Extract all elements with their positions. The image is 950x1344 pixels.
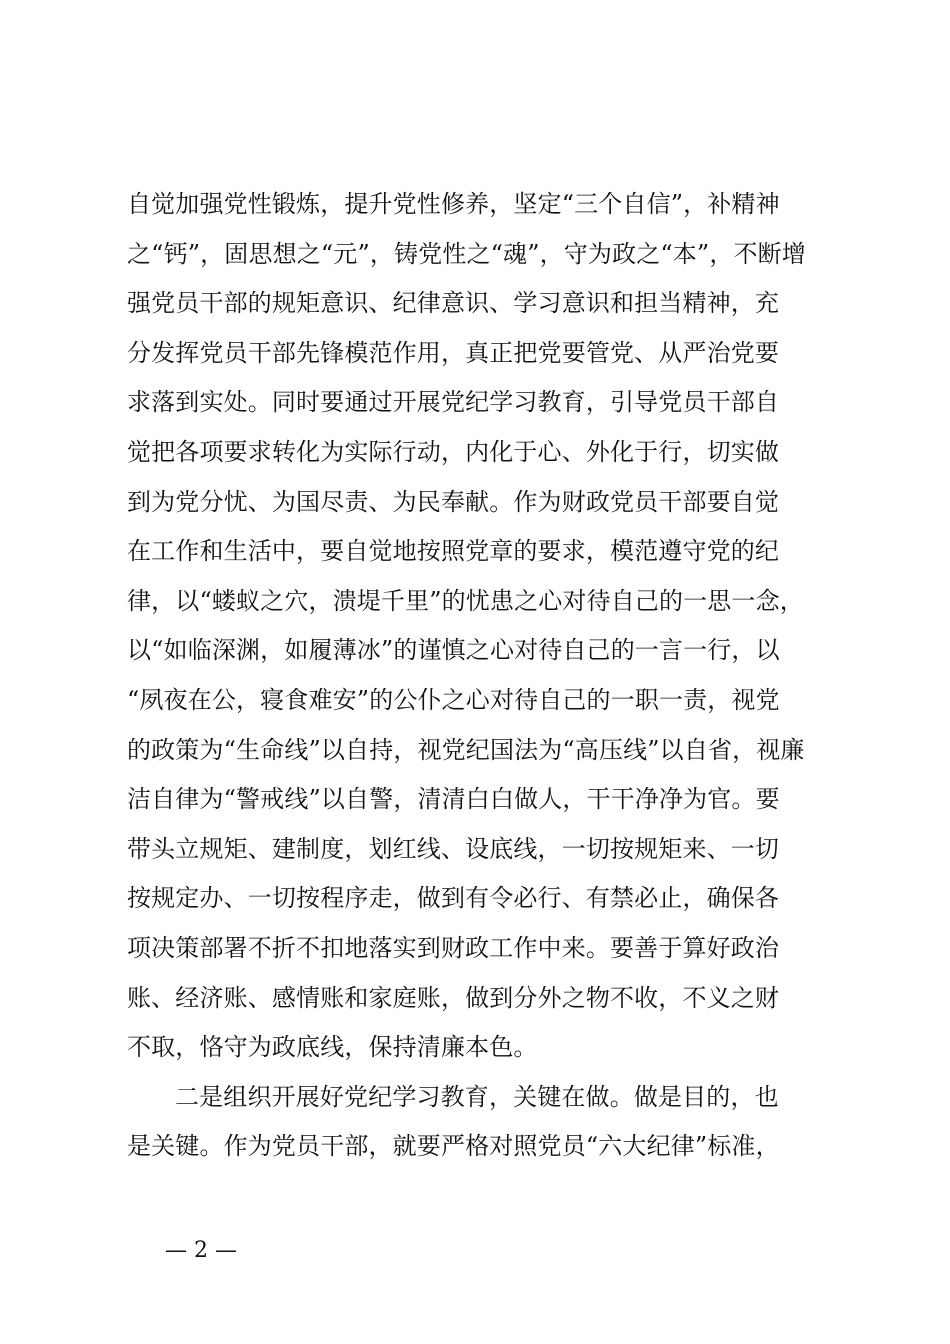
text-line: 到为党分忧、为国尽责、为民奉献。作为财政党员干部要自觉 [127, 487, 780, 516]
page-number: — 2 — [165, 1238, 237, 1263]
text-line: 是关键。作为党员干部，就要严格对照党员“六大纪律”标准， [127, 1132, 780, 1161]
text-line: 按规定办、一切按程序走，做到有令必行、有禁必止，确保各 [127, 884, 780, 913]
text-line: 觉把各项要求转化为实际行动，内化于心、外化于行，切实做 [127, 437, 780, 466]
text-line: 项决策部署不折不扣地落实到财政工作中来。要善于算好政治 [127, 933, 780, 962]
paragraph-start-line: 二是组织开展好党纪学习教育，关键在做。做是目的，也 [175, 1082, 779, 1111]
text-line: 强党员干部的规矩意识、纪律意识、学习意识和担当精神，充 [127, 289, 780, 318]
text-line: 以“如临深渊，如履薄冰”的谨慎之心对待自己的一言一行，以 [127, 636, 780, 665]
text-line: 带头立规矩、建制度，划红线、设底线，一切按规矩来、一切 [127, 834, 780, 863]
text-line: 的政策为“生命线”以自持，视党纪国法为“高压线”以自省，视廉 [127, 735, 805, 764]
text-line: 账、经济账、感情账和家庭账，做到分外之物不收，不义之财 [127, 983, 780, 1012]
text-line: 律，以“蝼蚁之穴，溃堤千里”的忧患之心对待自己的一思一念， [127, 586, 804, 615]
text-line: 不取，恪守为政底线，保持清廉本色。 [127, 1033, 538, 1062]
body-text [127, 180, 837, 1172]
text-line: 自觉加强党性锻炼，提升党性修养，坚定“三个自信”，补精神 [127, 190, 780, 218]
text-line: 之“钙”，固思想之“元”，铸党性之“魂”，守为政之“本”，不断增 [127, 239, 806, 268]
text-line: 在工作和生活中，要自觉地按照党章的要求，模范遵守党的纪 [127, 537, 780, 566]
text-line: 求落到实处。同时要通过开展党纪学习教育，引导党员干部自 [127, 388, 780, 417]
text-line: 洁自律为“警戒线”以自警，清清白白做人，干干净净为官。要 [127, 785, 780, 814]
text-line: 分发挥党员干部先锋模范作用，真正把党要管党、从严治党要 [127, 338, 780, 367]
text-line: “夙夜在公，寝食难安”的公仆之心对待自己的一职一责，视党 [127, 685, 780, 714]
